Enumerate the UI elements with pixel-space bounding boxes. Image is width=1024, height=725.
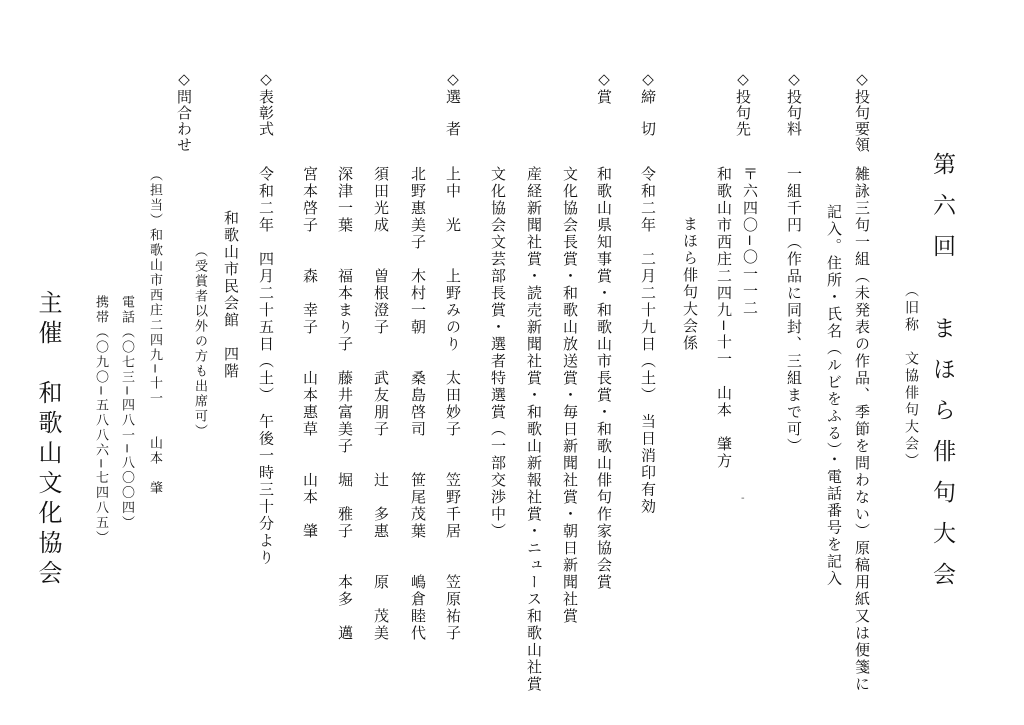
sponsor-label: 主催: [34, 290, 62, 350]
heading-deadline: ◇締 切: [639, 70, 657, 137]
heading-judges: ◇選 者: [444, 70, 462, 137]
judges-line-4: 深津一葉 福本まり子 藤井富美子 堀 雅子 本多 邁: [336, 166, 354, 642]
submission-rules-line-2: 記入。住所・氏名（ルビをふる）・電話番号を記入: [825, 204, 843, 588]
inquiries-contact: （担当）和歌山市西庄二四九−十一 山本 肇: [147, 168, 162, 496]
judges-line-3: 須田光成 曽根澄子 武友朋子 辻 多惠 原 茂美: [372, 166, 390, 642]
heading-fee: ◇投句料: [785, 70, 803, 137]
ceremony-note: （受賞者以外の方も出席可）: [192, 244, 207, 439]
judges-line-1: 上中 光 上野みのり 太田妙子 笠野千居 笠原祐子: [444, 166, 462, 642]
prizes-line-1: 和歌山県知事賞・和歌山市長賞・和歌山俳句作家協会賞: [595, 166, 613, 591]
prizes-line-4: 文化協会文芸部長賞・選者特選賞（一部交渉中）: [489, 166, 507, 540]
prizes-line-3: 産経新聞社賞・読売新聞社賞・和歌山新報社賞・ニュース和歌山社賞: [525, 166, 543, 693]
stray-mark: -: [741, 493, 745, 504]
destination-address: 和歌山市西庄二四九−十一 山本 肇方: [715, 166, 733, 470]
inquiries-mobile: 携帯（〇九〇−五八八六−七四八五）: [93, 295, 108, 546]
submission-rules-line-1: 雑詠三句一組（未発表の作品、季節を問わない）原稿用紙又は便箋に: [853, 166, 871, 693]
heading-destination: ◇投句先: [734, 70, 752, 137]
judges-line-5: 宮本啓子 森 幸子 山本惠草 山本 肇: [301, 166, 319, 540]
judges-line-2: 北野惠美子 木村一朝 桑島啓司 笹尾茂葉 嶋倉睦代: [409, 166, 427, 642]
fee-line: 一組千円（作品に同封、三組まで可）: [785, 166, 803, 455]
destination-recipient: まほら俳句大会係: [681, 216, 699, 352]
destination-postal-code: 〒六四〇−〇一一二: [741, 166, 759, 317]
ceremony-date: 令和二年 四月二十五日（土） 午後一時三十分より: [257, 166, 275, 567]
heading-ceremony: ◇表彰式: [257, 70, 275, 137]
heading-prizes: ◇賞: [595, 70, 613, 105]
heading-inquiries: ◇問合わせ: [175, 70, 193, 153]
inquiries-phone: 電話（〇七三−四八一−八〇〇四）: [119, 295, 134, 531]
prizes-line-2: 文化協会長賞・和歌山放送賞・毎日新聞社賞・朝日新聞社賞: [561, 166, 579, 625]
page-subtitle: （旧称 文協俳句大会）: [903, 283, 919, 470]
heading-submission-rules: ◇投句要領: [853, 70, 871, 153]
page-title: 第六回 まほら俳句大会: [929, 152, 955, 603]
sponsor-name: 和歌山文化協会: [34, 380, 62, 590]
deadline-line: 令和二年 二月二十九日（土） 当日消印有効: [639, 166, 657, 516]
ceremony-venue: 和歌山市民会館 四階: [222, 210, 240, 380]
